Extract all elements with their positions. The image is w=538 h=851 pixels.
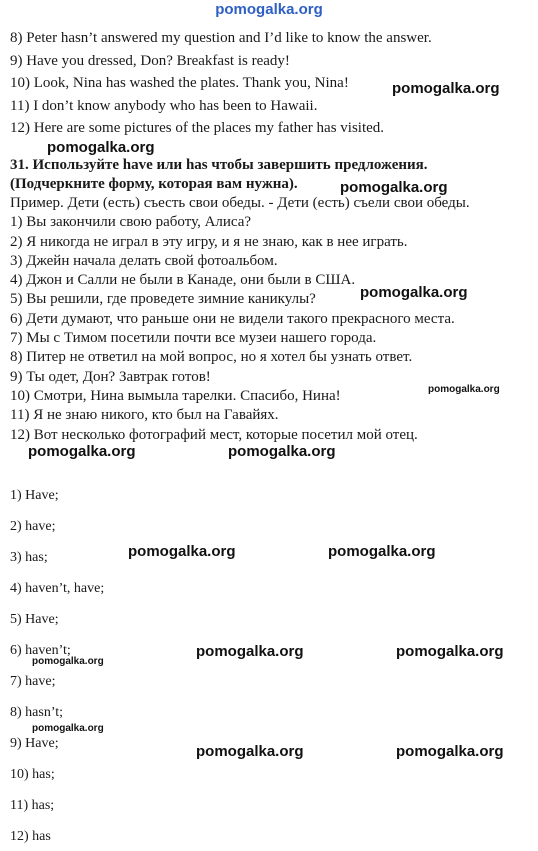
exercise-sentence: 10) Смотри, Нина вымыла тарелки. Спасибо, Нина! xyxy=(10,388,341,404)
exercise-sentence: 9) Ты одет, Дон? Завтрак готов! xyxy=(10,369,211,385)
site-watermark-header: pomogalka.org xyxy=(215,1,323,18)
answer-item: 12) has xyxy=(10,829,51,844)
exercise-sentence: 1) Вы закончили свою работу, Алиса? xyxy=(10,214,252,230)
watermark: pomogalka.org xyxy=(428,384,500,395)
watermark: pomogalka.org xyxy=(128,543,236,560)
watermark: pomogalka.org xyxy=(340,179,448,196)
watermark: pomogalka.org xyxy=(396,743,504,760)
exercise-sentence: 6) Дети думают, что раньше они не видели такого прекрасного места. xyxy=(10,311,455,327)
answer-item: 5) Have; xyxy=(10,612,59,627)
exercise-sentence: 11) Я не знаю никого, кто был на Гавайях. xyxy=(10,407,279,423)
watermark: pomogalka.org xyxy=(32,656,104,667)
exercise-sentence: 5) Вы решили, где проведете зимние каникулы? xyxy=(10,291,316,307)
answer-item: 8) hasn’t; xyxy=(10,705,64,720)
watermark: pomogalka.org xyxy=(392,80,500,97)
watermark: pomogalka.org xyxy=(47,139,155,156)
answer-item: 6) haven’t; xyxy=(10,643,71,658)
english-line: 10) Look, Nina has washed the plates. Thank you, Nina! xyxy=(10,75,349,91)
watermark: pomogalka.org xyxy=(228,443,336,460)
answer-item: 11) has; xyxy=(10,798,55,813)
exercise-sentence: 8) Питер не ответил на мой вопрос, но я хотел бы узнать ответ. xyxy=(10,349,413,365)
answer-item: 9) Have; xyxy=(10,736,59,751)
answer-item: 2) have; xyxy=(10,519,56,534)
exercise-subtitle: (Подчеркните форму, которая вам нужна). xyxy=(10,176,298,192)
answer-item: 1) Have; xyxy=(10,488,59,503)
watermark: pomogalka.org xyxy=(28,443,136,460)
answer-item: 10) has; xyxy=(10,767,55,782)
watermark: pomogalka.org xyxy=(396,643,504,660)
english-line: 8) Peter hasn’t answered my question and I’d like to know the answer. xyxy=(10,30,432,46)
answer-item: 3) has; xyxy=(10,550,48,565)
exercise-sentence: 2) Я никогда не играл в эту игру, и я не знаю, как в нее играть. xyxy=(10,234,408,250)
answer-item: 4) haven’t, have; xyxy=(10,581,105,596)
watermark: pomogalka.org xyxy=(328,543,436,560)
english-line: 11) I don’t know anybody who has been to Hawaii. xyxy=(10,98,318,114)
watermark: pomogalka.org xyxy=(32,723,104,734)
watermark: pomogalka.org xyxy=(196,643,304,660)
exercise-sentence: 3) Джейн начала делать свой фотоальбом. xyxy=(10,253,278,269)
watermark: pomogalka.org xyxy=(360,284,468,301)
answer-item: 7) have; xyxy=(10,674,56,689)
watermark: pomogalka.org xyxy=(196,743,304,760)
exercise-sentence: 4) Джон и Салли не были в Канаде, они были в США. xyxy=(10,272,356,288)
exercise-example: Пример. Дети (есть) съесть свои обеды. - Дети (есть) съели свои обеды. xyxy=(10,195,470,211)
exercise-sentence: 12) Вот несколько фотографий мест, которые посетил мой отец. xyxy=(10,427,418,443)
exercise-title: 31. Используйте have или has чтобы завершить предложения. xyxy=(10,157,428,173)
english-line: 9) Have you dressed, Don? Breakfast is ready! xyxy=(10,53,290,69)
english-line: 12) Here are some pictures of the places my father has visited. xyxy=(10,120,385,136)
exercise-sentence: 7) Мы с Тимом посетили почти все музеи нашего города. xyxy=(10,330,377,346)
